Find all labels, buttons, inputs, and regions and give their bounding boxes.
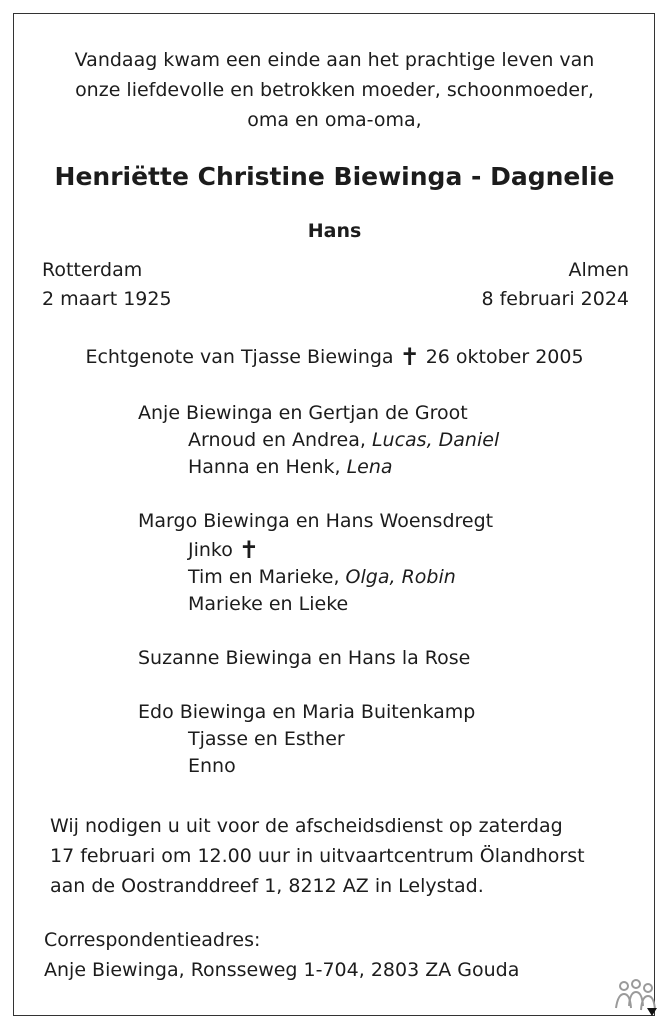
family-group-head: Edo Biewinga en Maria Buitenkamp <box>138 701 476 723</box>
people-group-logo-icon <box>610 978 660 1018</box>
invitation-line: aan de Oostranddreef 1, 8212 AZ in Lelystad. <box>50 875 484 897</box>
invitation-line: 17 februari om 12.00 uur in uitvaartcentrum Ölandhorst <box>50 845 585 867</box>
correspondence-label: Correspondentieadres: <box>44 929 261 951</box>
cross-icon: ✝ <box>238 536 259 564</box>
family-group-head: Anje Biewinga en Gertjan de Groot <box>138 402 468 424</box>
family-member: Marieke en Lieke <box>188 593 349 615</box>
family-member: Hanna en Henk, Lena <box>188 456 393 478</box>
birth-place: Rotterdam <box>42 259 143 281</box>
grandchildren-names: Lucas, Daniel <box>371 429 500 451</box>
intro-line-1: Vandaag kwam een einde aan het prachtige leven van <box>74 49 595 71</box>
deceased-nickname: Hans <box>307 220 362 242</box>
death-date: 8 februari 2024 <box>481 288 629 310</box>
spouse-text: Echtgenote van Tjasse Biewinga <box>85 346 394 368</box>
cross-icon: ✝ <box>399 343 420 371</box>
spouse-line <box>0 341 669 369</box>
correspondence-address: Anje Biewinga, Ronsseweg 1-704, 2803 ZA Gouda <box>44 959 520 981</box>
invitation-text <box>50 811 585 901</box>
birth-date: 2 maart 1925 <box>42 288 172 310</box>
family-member: Arnoud en Andrea, Lucas, Daniel <box>188 429 500 451</box>
death-info <box>481 256 629 314</box>
family-member: Tjasse en Esther <box>188 728 345 750</box>
family-group-head: Suzanne Biewinga en Hans la Rose <box>138 647 471 669</box>
family-member: Tim en Marieke, Olga, Robin <box>188 566 456 588</box>
grandchildren-names: Lena <box>346 456 393 478</box>
family-member: Jinko ✝ <box>188 536 259 564</box>
family-list <box>138 400 499 780</box>
intro-line-3: oma en oma-oma, <box>247 109 422 131</box>
birth-info <box>42 256 172 314</box>
family-member: Enno <box>188 755 236 777</box>
deceased-name: Henriëtte Christine Biewinga - Dagnelie <box>54 162 615 191</box>
correspondence-block <box>44 925 519 985</box>
death-place: Almen <box>568 259 629 281</box>
intro-line-2: onze liefdevolle en betrokken moeder, schoonmoeder, <box>75 79 594 101</box>
invitation-line: Wij nodigen u uit voor de afscheidsdienst op zaterdag <box>50 815 563 837</box>
family-group-head: Margo Biewinga en Hans Woensdregt <box>138 510 494 532</box>
grandchildren-names: Olga, Robin <box>345 566 456 588</box>
intro-text <box>0 45 669 135</box>
spouse-death-date: 26 oktober 2005 <box>425 346 584 368</box>
